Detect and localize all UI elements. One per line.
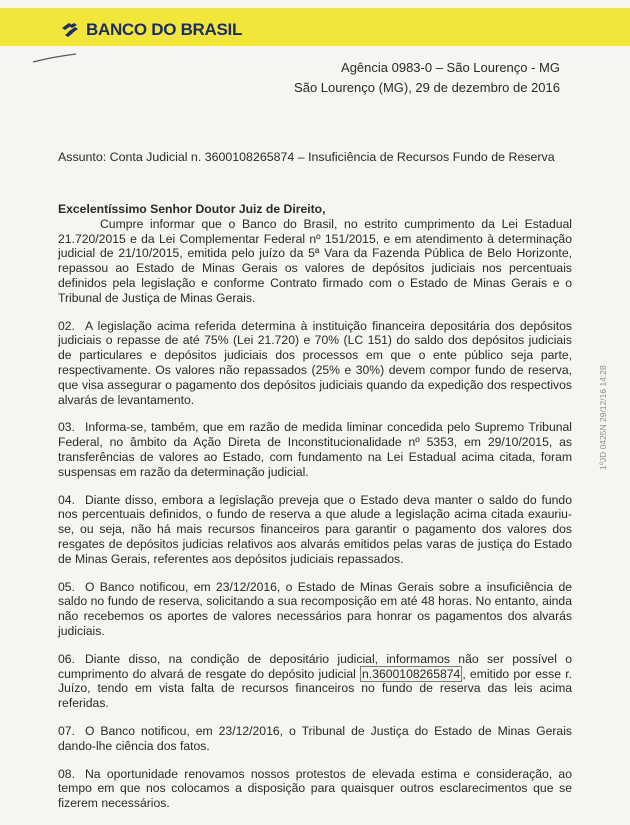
paragraph-text: , emitido por esse r. Juízo, tendo em vista falta de recursos financeiros no fundo de reserva das leis acima referidas.	[58, 666, 572, 711]
paragraph-01: Cumpre informar que o Banco do Brasil, no estrito cumprimento da Lei Estadual 21.720/2015 e da Lei Complementar Federal nº 151/2015, e em atendimento à determinação judicial de 21/10/2015, emitida pelo juízo da 5ª Vara da Fazenda Pública de Belo Horizonte, repassou ao Estado de Minas Gerais os valores de depósitos judiciais nos percentuais definidos pela legislação e conforme Contrato firmado com o Estado de Minas Gerais e o Tribunal de Justiça de Minas Gerais.	[58, 216, 572, 305]
bank-logo	[60, 20, 242, 40]
paragraph-number: 05.	[58, 579, 75, 594]
pen-mark	[32, 52, 77, 64]
paragraph-number: 08.	[58, 766, 75, 781]
paragraph-text: Diante disso, embora a legislação preveja que o Estado deva manter o saldo do fundo nos percentuais definidos, o fundo de reserva a que alude a legislação acima citada exauriu-se, ou seja, não há mais recursos financeiros para garantir o pagamento dos valores dos resgates de depósitos judicias relativos aos alvarás emitidos pelas varas de justiça do Estado de Minas Gerais, referentes aos depósitos judiciais repassados.	[58, 492, 572, 566]
account-number-highlight: n.3600108265874	[362, 666, 461, 681]
paragraph-07	[58, 724, 572, 754]
banco-do-brasil-logo-icon	[60, 20, 80, 40]
paragraph-number: 07.	[58, 723, 75, 738]
paragraph-08	[58, 767, 572, 811]
paragraph-number: 06.	[58, 651, 75, 666]
paragraph-number: 04.	[58, 492, 75, 507]
paragraph-text: A legislação acima referida determina à instituição financeira depositária dos depósitos judiciais o repasse de até 75% (Lei 21.720) e 70% (LC 151) do saldo dos depósitos judiciais de particulares e depósitos judiciais dos processos em que o ente público seja parte, respectivamente. Os valores não repassados (25% e 30%) devem compor fundo de reserva, que visa assegurar o pagamento dos depósitos judiciais quando da expedição dos respectivos alvarás de levantamento.	[58, 318, 572, 407]
paragraph-text: O Banco notificou, em 23/12/2016, o Estado de Minas Gerais sobre a insuficiência de saldo no fundo de reserva, solicitando a sua recomposição em até 48 horas. No entanto, ainda não recebemos os aportes de valores necessários para honrar os pagamentos dos alvarás judiciais.	[58, 579, 572, 638]
paragraph-number: 03.	[58, 420, 75, 435]
paragraph-number: 02.	[58, 318, 75, 333]
paragraph-text: Na oportunidade renovamos nossos protestos de elevada estima e consideração, ao tempo em que nos colocamos a disposição para quaisquer outros esclarecimentos que se fizerem necessários.	[58, 766, 572, 811]
paragraph-03	[58, 420, 572, 479]
paragraph-text: Diante disso, na condição de depositário judicial, informamos não ser possível o cumprimento do alvará de resgate do depósito judicial	[58, 651, 572, 681]
paragraph-text: O Banco notificou, em 23/12/2016, o Tribunal de Justiça do Estado de Minas Gerais dando-lhe ciência dos fatos.	[58, 723, 572, 753]
greeting: Excelentíssimo Senhor Doutor Juiz de Direito,	[58, 202, 326, 216]
bank-name: BANCO DO BRASIL	[86, 20, 243, 39]
subject-line: Assunto: Conta Judicial n. 3600108265874 – Insuficiência de Recursos Fundo de Reserva	[58, 150, 555, 164]
paragraph-text: Informa-se, também, que em razão de medida liminar concedida pelo Supremo Tribunal Federal, no âmbito da Ação Direta de Inconstitucionalidade nº 5353, em 29/10/2015, as transferências de valores ao Estado, com fundamento na Lei Estadual acima citada, foram suspensas em razão da determinação judicial.	[58, 420, 572, 479]
date-line: São Lourenço (MG), 29 de dezembro de 2016	[294, 80, 560, 95]
paragraph-02	[58, 319, 572, 408]
letter-body	[58, 202, 572, 824]
paragraph-06	[58, 652, 572, 711]
paragraph-04	[58, 493, 572, 567]
agency-line: Agência 0983-0 – São Lourenço - MG	[341, 60, 560, 75]
paragraph-05	[58, 580, 572, 639]
protocol-stamp: 1ºJD 0425N 29/12/16 14:28	[598, 365, 608, 470]
